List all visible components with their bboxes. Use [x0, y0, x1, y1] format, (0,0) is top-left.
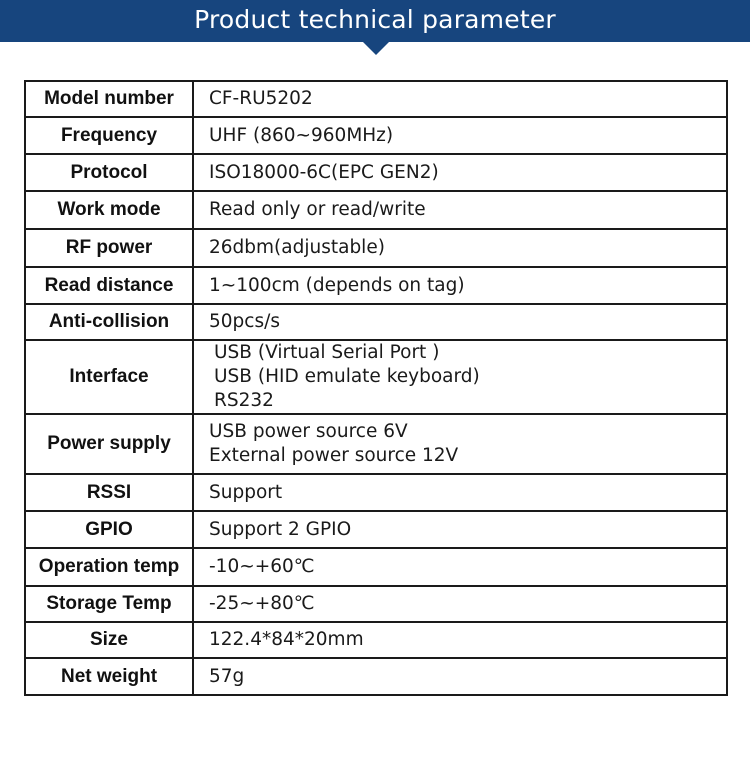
spec-value-line: External power source 12V: [209, 445, 459, 466]
spec-value: [193, 474, 727, 511]
spec-value-line: Support: [209, 481, 283, 503]
table-row-power-supply: [25, 414, 727, 474]
spec-label: Power supply: [25, 414, 193, 474]
page-title: Product technical parameter: [194, 5, 556, 34]
spec-value: [193, 117, 727, 154]
table-row-model-number: [25, 81, 727, 117]
spec-value: [193, 658, 727, 695]
table-row-protocol: [25, 154, 727, 191]
table-row-net-weight: [25, 658, 727, 695]
spec-value-line: UHF (860~960MHz): [209, 124, 394, 146]
spec-value-line: CF-RU5202: [209, 88, 313, 109]
table-row-interface: [25, 340, 727, 414]
spec-value-line: 57g: [209, 665, 245, 687]
spec-label: GPIO: [25, 511, 193, 548]
spec-label: Net weight: [25, 658, 193, 695]
table-row-gpio: [25, 511, 727, 548]
spec-value-line: -25~+80℃: [209, 593, 315, 614]
table-row-rssi: [25, 474, 727, 511]
spec-value: [193, 414, 727, 474]
spec-label: Operation temp: [25, 548, 193, 586]
spec-table: [24, 80, 728, 696]
spec-value-line: USB (Virtual Serial Port ): [214, 342, 440, 363]
spec-value-line: 26dbm(adjustable): [209, 237, 385, 258]
spec-value-line: USB (HID emulate keyboard): [214, 366, 480, 387]
spec-value-line: ISO18000-6C(EPC GEN2): [209, 161, 439, 183]
table-row-storage-temp: [25, 586, 727, 622]
spec-label: Frequency: [25, 117, 193, 154]
spec-value: [193, 267, 727, 304]
spec-value-line: Support 2 GPIO: [209, 518, 352, 540]
spec-value-line: 122.4*84*20mm: [209, 629, 364, 650]
spec-label: Model number: [25, 81, 193, 117]
spec-label: Read distance: [25, 267, 193, 304]
spec-value: [193, 511, 727, 548]
spec-label: Protocol: [25, 154, 193, 191]
spec-value-line: 1~100cm (depends on tag): [209, 274, 465, 296]
spec-value: [193, 304, 727, 340]
table-row-operation-temp: [25, 548, 727, 586]
table-row-rf-power: [25, 229, 727, 267]
spec-label: Storage Temp: [25, 586, 193, 622]
spec-value: [193, 191, 727, 229]
spec-value: [193, 622, 727, 658]
spec-label: RSSI: [25, 474, 193, 511]
table-row-work-mode: [25, 191, 727, 229]
spec-value: [193, 229, 727, 267]
spec-value: [193, 340, 727, 414]
table-row-frequency: [25, 117, 727, 154]
spec-label: Size: [25, 622, 193, 658]
spec-value: [193, 154, 727, 191]
spec-value-line: RS232: [214, 390, 274, 411]
spec-label: Interface: [25, 340, 193, 414]
spec-label: RF power: [25, 229, 193, 267]
spec-value-line: Read only or read/write: [209, 199, 426, 220]
spec-label: Anti-collision: [25, 304, 193, 340]
spec-value-line: 50pcs/s: [209, 311, 280, 332]
spec-label: Work mode: [25, 191, 193, 229]
spec-value: [193, 81, 727, 117]
spec-value: [193, 586, 727, 622]
spec-value-line: -10~+60℃: [209, 556, 315, 577]
spec-value: [193, 548, 727, 586]
spec-value-line: USB power source 6V: [209, 421, 408, 442]
table-row-size: [25, 622, 727, 658]
banner-pointer-arrow: [363, 42, 389, 55]
table-row-read-distance: [25, 267, 727, 304]
table-row-anti-collision: [25, 304, 727, 340]
